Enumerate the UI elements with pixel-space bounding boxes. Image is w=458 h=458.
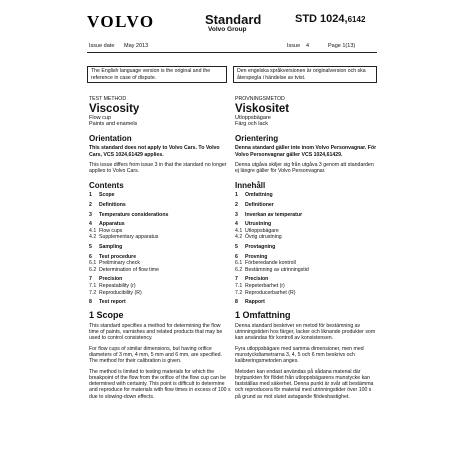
page-number: Page 1(13) [328,43,356,49]
toc-title: Definitions [99,202,126,209]
toc-title: Provning [245,253,268,260]
toc-number: 6 [89,253,92,260]
toc-number: 6.2 [89,266,97,273]
toc-title: Omfattning [245,192,273,199]
toc-number: 1 [89,192,92,199]
header-divider [87,52,377,53]
toc-entry [89,228,231,235]
table-of-contents [235,192,377,305]
toc-entry [235,234,377,241]
toc-entry [89,290,231,297]
toc-title: Förberedande kontroll [245,260,296,267]
toc-number: 3 [89,211,92,218]
document-subtitle-2: Färg och lack [235,121,269,128]
toc-number: 7 [89,276,92,283]
toc-entry [235,221,377,228]
document-title: Viscosity [89,103,140,116]
toc-number: 7.1 [89,283,97,290]
toc-title: Flow cups [99,227,123,234]
scope-paragraph: For flow cups of similar dimensions, but having orifice diameters of 3 mm, 4 mm, 5 mm and 6 mm, are specified. The method for their calibration is given. [89,345,222,365]
document-owner: Volvo Group [208,26,247,33]
swedish-column [235,96,377,404]
orientation-text: This issue differs from issue 3 in that the standard no longer applies to Volvo Cars. [89,161,227,175]
toc-number: 4.1 [89,227,97,234]
toc-title: Reproducibility (R) [99,289,142,296]
orientation-notice: This standard does not apply to Volvo Cars. To Volvo Cars, VCS 1024,61429 applies. [89,145,220,158]
toc-entry [89,254,231,261]
toc-number: 4.1 [235,227,243,234]
toc-entry [235,299,377,306]
toc-title: Test report [99,299,126,306]
toc-entry [89,244,231,251]
toc-title: Övrig utrustning [245,234,282,241]
scope-heading: 1 Scope [89,309,124,320]
toc-number: 8 [235,299,238,306]
toc-number: 6.1 [89,260,97,267]
section-label: TEST METHOD [89,96,127,102]
toc-number: 4.2 [235,234,243,241]
toc-entry [89,299,231,306]
toc-title: Apparatus [99,221,125,228]
toc-entry [235,267,377,274]
toc-entry [89,202,231,209]
toc-entry [235,202,377,209]
toc-title: Scope [99,192,115,199]
orientation-heading: Orientation [89,134,132,144]
toc-title: Reproducerbarhet (R) [245,289,296,296]
toc-entry [235,283,377,290]
toc-entry [89,276,231,283]
scope-paragraph: This standard specifies a method for determining the flow time of paints, varnishes and related products that may be used to control consistency. [89,322,223,342]
standard-number: STD 1024,6142 [295,13,366,25]
toc-number: 4 [235,221,238,228]
issue-number: 4 [306,43,310,49]
toc-number: 6.2 [235,266,243,273]
toc-number: 1 [235,192,238,199]
table-of-contents [89,192,231,305]
toc-title: Preliminary check [99,260,140,267]
toc-entry [89,234,231,241]
toc-title: Test procedure [99,253,137,260]
toc-title: Utrustning [245,221,272,228]
issue-date: May 2013 [124,43,149,49]
toc-number: 8 [89,299,92,306]
toc-number: 2 [235,202,238,209]
document-subtitle: Utloppsbägare [235,115,271,122]
scope-paragraph: Metoden kan endast användas på sådana material där brytpunkten för flödet från utloppsbägarens munstycke kan fastställas med säkerhet. Denna punkt är svår att bestämma och reproducera för material med utrinningstider över 100 s på grund av mot slutet avtagande flödeshastighet. [235,368,374,400]
notice-box-swedish: Den engelska språkversionen är originalversion och ska återspegla i händelse av tvist. [233,66,377,83]
toc-title: Bestämning av utrinningstid [245,266,309,273]
toc-entry [235,212,377,219]
volvo-logo: VOLVO [87,12,155,31]
toc-entry [89,192,231,199]
toc-number: 4 [89,221,92,228]
orientation-heading: Orientering [235,134,279,144]
scope-paragraph: The method is limited to testing materials for which the breakpoint of the flow from the orifice of the flow cup can be determined with certainty. This point is difficult to determine and reproduce for materials with flow times in excess of 100 s due to slowing-down effects. [89,368,231,400]
document-title: Viskositet [235,103,290,116]
toc-title: Determination of flow time [99,266,159,273]
english-column [89,96,231,404]
issue-label: Issue [287,43,301,49]
toc-number: 6.1 [235,260,243,267]
toc-title: Repeterbarhet (r) [245,283,285,290]
toc-number: 7.2 [89,289,97,296]
toc-number: 5 [89,244,92,251]
scope-heading: 1 Omfattning [235,309,291,320]
contents-heading: Contents [89,181,124,191]
contents-heading: Innehåll [235,181,266,191]
toc-title: Provtagning [245,244,276,251]
toc-entry [235,276,377,283]
toc-number: 3 [235,211,238,218]
toc-title: Supplementary apparatus [99,234,159,241]
toc-number: 6 [235,253,238,260]
toc-entry [235,290,377,297]
document-type: Standard [205,12,262,27]
document-subtitle-2: Paints and enamels [89,121,138,128]
toc-title: Precision [99,276,123,283]
scope-paragraph: Fyra utloppsbägare med samma dimensioner, men med munstyckdiametrarna 3, 4, 5 och 6 mm beskrivs och kalibreringsmetoden anges. [235,345,364,365]
toc-entry [235,254,377,261]
toc-number: 4.2 [89,234,97,241]
toc-number: 2 [89,202,92,209]
scope-paragraph: Denna standard beskriver en metod för bestämning av utrinningstiden hos färger, lacker och liknande produkter som kan användas för kontroll av konsistensen. [235,322,376,342]
section-label: PROVNINGSMETOD [235,96,285,102]
toc-entry [235,260,377,267]
document-subtitle: Flow cup [89,115,112,122]
toc-title: Inverkan av temperatur [245,211,303,218]
toc-title: Utloppsbägare [245,227,279,234]
toc-number: 7.1 [235,283,243,290]
toc-entry [89,283,231,290]
toc-entry [89,221,231,228]
notice-box-english: The English language version is the original and the reference in case of dispute. [87,66,227,83]
toc-entry [89,267,231,274]
toc-title: Sampling [99,244,123,251]
orientation-text: Denna utgåva skiljer sig från utgåva 3 genom att standarden ej längre gäller för Volvo Personvagnar. [235,161,374,175]
toc-title: Temperature considerations [99,211,169,218]
toc-number: 7.2 [235,289,243,296]
toc-entry [235,244,377,251]
toc-number: 5 [235,244,238,251]
toc-title: Rapport [245,299,265,306]
toc-entry [235,192,377,199]
toc-entry [89,260,231,267]
toc-title: Repeatability (r) [99,283,136,290]
issue-date-label: Issue date [89,43,115,49]
toc-number: 7 [235,276,238,283]
orientation-notice: Denna standard gäller inte inom Volvo Personvagnar. För Volvo Personvagnar gäller VCS 1024,61429. [235,145,377,158]
toc-title: Precision [245,276,269,283]
toc-title: Definitioner [245,202,274,209]
toc-entry [89,212,231,219]
